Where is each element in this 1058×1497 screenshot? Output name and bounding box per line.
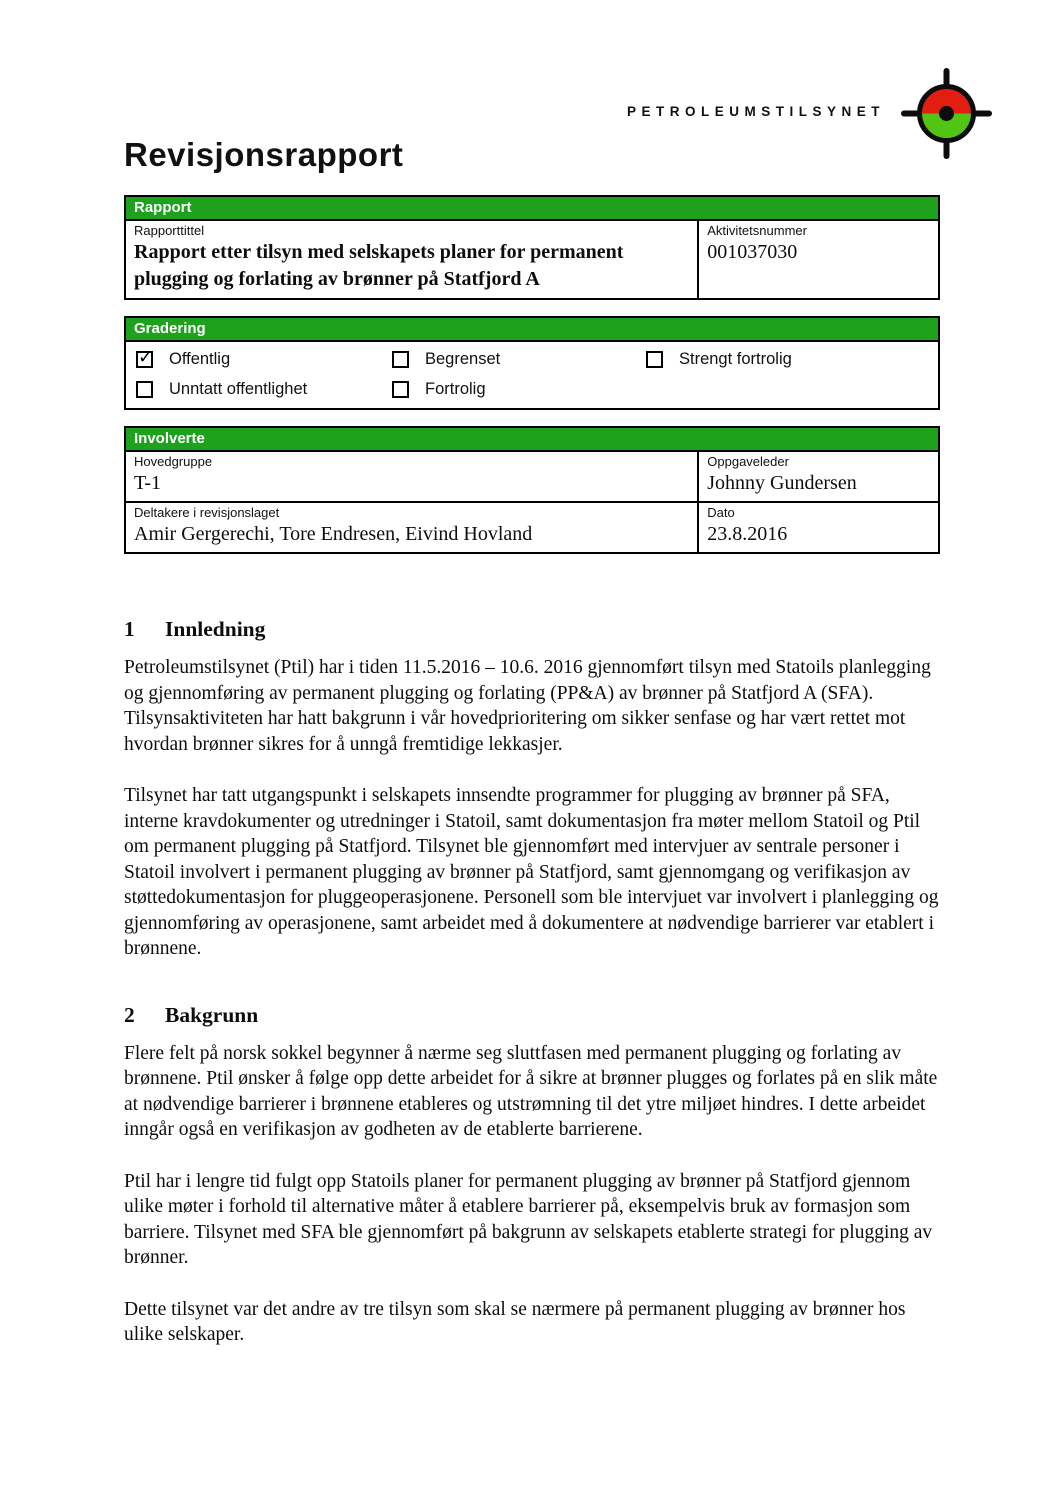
section-2-paragraph-3: Dette tilsynet var det andre av tre tilsyn som skal se nærmere på permanent plugging av brønner hos ulike selskaper. xyxy=(124,1298,906,1345)
gradering-option-unntatt-offentlighet[interactable] xyxy=(136,380,392,399)
section-number: 2 xyxy=(124,1002,135,1027)
deltakere-label: Deltakere i revisjonslaget xyxy=(134,505,280,520)
logo-wordmark: PETROLEUMSTILSYNET xyxy=(626,104,885,119)
section-title: Innledning xyxy=(165,617,266,641)
gradering-option-fortrolig[interactable] xyxy=(392,380,646,399)
deltakere-cell xyxy=(126,503,699,552)
page-title: Revisjonsrapport xyxy=(124,136,404,173)
gradering-option-label: Strengt fortrolig xyxy=(679,350,792,368)
section-1-heading xyxy=(124,617,940,642)
deltakere-value: Amir Gergerechi, Tore Endresen, Eivind Hovland xyxy=(134,523,533,545)
section-2-paragraph-1: Flere felt på norsk sokkel begynner å nærme seg sluttfasen med permanent plugging og forlating av brønnene. Ptil ønsker å følge opp dette arbeidet for å sikre at brønner plugges og forlates på en slik måte at nødvendige barrierer i brønnene etableres og utstrømning til det ytre miljøet hindres. I dette arbeidet inngår også en verifikasjon av godheten av de etablerte barrierene. xyxy=(124,1042,938,1140)
section-title: Bakgrunn xyxy=(165,1002,259,1027)
oppgaveleder-cell xyxy=(699,452,938,501)
aktivitetsnummer-label: Aktivitetsnummer xyxy=(707,223,807,238)
rapporttittel-cell xyxy=(126,221,699,298)
checkbox-offentlig[interactable] xyxy=(136,351,153,368)
hovedgruppe-value: T-1 xyxy=(134,472,162,494)
section-2-heading xyxy=(124,1003,940,1028)
rapporttittel-value: Rapport etter tilsyn med selskapets planer for permanent plugging og forlating av brønner på Statfjord A xyxy=(134,241,624,290)
rapport-table xyxy=(124,195,940,300)
aktivitetsnummer-value: 001037030 xyxy=(707,241,798,263)
gradering-option-label: Begrenset xyxy=(425,350,501,368)
aktivitetsnummer-cell xyxy=(699,221,938,298)
gradering-option-offentlig[interactable] xyxy=(136,350,392,369)
section-1-paragraph-2: Tilsynet har tatt utgangspunkt i selskapets innsendte programmer for plugging av brønner på SFA, interne kravdokumenter og utredninger i Statoil, samt dokumentasjon fra møter mellom Statoil og Ptil om permanent plugging på Statfjord. Tilsynet ble gjennomført med intervjuer av sentrale personer i Statoil involvert i permanent plugging av brønner på Statfjord, samt gjennomgang og verifikasjon av støttedokumentasjon for pluggeoperasjonene. Personell som ble intervjuet var involvert i planlegging og gjennomføring av operasjonene, samt arbeidet med å dokumentere at nødvendige barrierer var etablert i brønnene. xyxy=(124,785,939,959)
rapporttittel-label: Rapporttittel xyxy=(134,223,205,238)
rapport-table-header: Rapport xyxy=(126,197,938,221)
hovedgruppe-label: Hovedgruppe xyxy=(134,454,213,469)
oppgaveleder-value: Johnny Gundersen xyxy=(707,472,857,494)
dato-cell xyxy=(699,503,938,552)
section-number: 1 xyxy=(124,617,135,641)
checkbox-strengt-fortrolig[interactable] xyxy=(646,351,663,368)
section-2-paragraph-2: Ptil har i lengre tid fulgt opp Statoils planer for permanent plugging av brønner på Statfjord gjennom ulike møter i forhold til alternative måter å etablere barrierer på, eksempelvis bruk av formasjon som barriere. Tilsynet med SFA ble gjennomført på bakgrunn av selskapets etablerte strategi for plugging av brønner. xyxy=(124,1170,933,1268)
hovedgruppe-cell xyxy=(126,452,699,501)
involverte-table-header: Involverte xyxy=(126,428,938,452)
gradering-option-begrenset[interactable] xyxy=(392,350,646,369)
checkbox-unntatt-offentlighet[interactable] xyxy=(136,381,153,398)
dato-label: Dato xyxy=(707,505,735,520)
gradering-option-strengt-fortrolig[interactable] xyxy=(646,350,928,369)
gradering-option-label: Unntatt offentlighet xyxy=(169,380,308,398)
gradering-option-label: Offentlig xyxy=(169,350,231,368)
dato-value: 23.8.2016 xyxy=(707,523,788,545)
section-1-paragraph-1: Petroleumstilsynet (Ptil) har i tiden 11.5.2016 – 10.6. 2016 gjennomført tilsyn med Statoils planlegging og gjennomføring av permanent plugging og forlating (PP&A) av brønner på Statfjord A (SFA). Tilsynsaktiviteten har hatt bakgrunn i vår hovedprioritering om sikker senfase og har vært rettet mot hvordan brønner sikres for å unngå fremtidige lekkasjer. xyxy=(124,657,931,755)
oppgaveleder-label: Oppgaveleder xyxy=(707,454,789,469)
gradering-option-label: Fortrolig xyxy=(425,380,486,398)
involverte-table xyxy=(124,426,940,554)
gradering-table-header: Gradering xyxy=(126,318,938,342)
checkbox-begrenset[interactable] xyxy=(392,351,409,368)
gradering-table xyxy=(124,316,940,410)
checkbox-fortrolig[interactable] xyxy=(392,381,409,398)
